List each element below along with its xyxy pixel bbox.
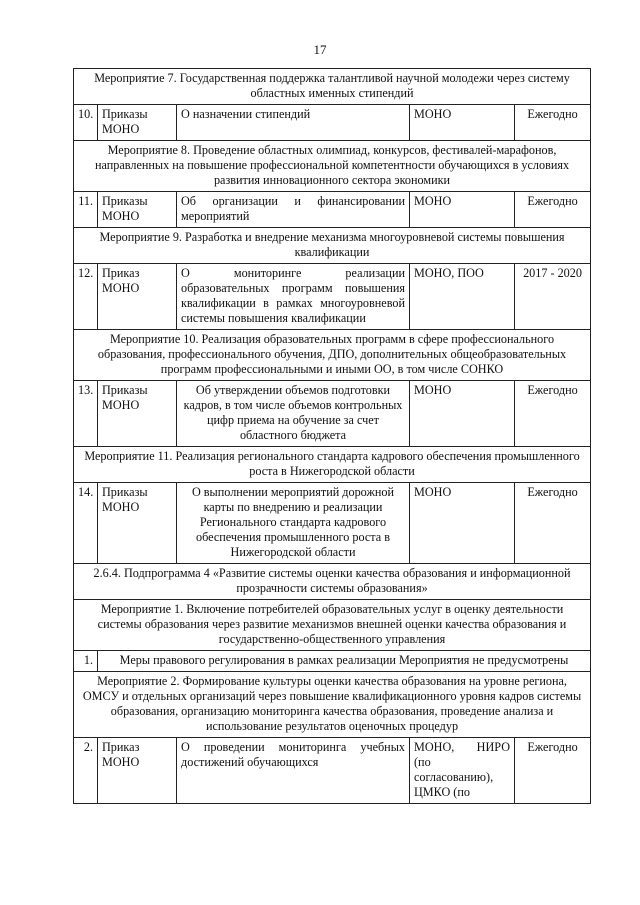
section-row xyxy=(74,600,591,651)
term: 2017 - 2020 xyxy=(515,264,591,330)
table-row xyxy=(74,483,591,564)
section-title: Мероприятие 7. Государственная поддержка талантливой научной молодежи через систему областных именных стипендий xyxy=(74,69,591,105)
row-number: 11. xyxy=(74,192,98,228)
row-number: 10. xyxy=(74,105,98,141)
section-title: Мероприятие 10. Реализация образовательных программ в сфере профессионального образования, профессионального обучения, ДПО, дополнительных общеобразовательных программ профессиональными и иными ОО, в том числе СОНКО xyxy=(74,330,591,381)
executor: МОНО xyxy=(410,105,515,141)
executor: МОНО, ПОО xyxy=(410,264,515,330)
measures-table xyxy=(73,68,591,804)
document-name: О мониторинге реализации образовательных программ повышения квалификации в рамках многоуровневой системы повышения квалификации xyxy=(177,264,410,330)
table-row xyxy=(74,381,591,447)
term: Ежегодно xyxy=(515,381,591,447)
document-name: Об организации и финансировании мероприятий xyxy=(177,192,410,228)
document-name: О назначении стипендий xyxy=(177,105,410,141)
term: Ежегодно xyxy=(515,738,591,804)
section-title: Мероприятие 9. Разработка и внедрение механизма многоуровневой системы повышения квалификации xyxy=(74,228,591,264)
document-type: Приказ МОНО xyxy=(98,738,177,804)
row-note: Меры правового регулирования в рамках реализации Мероприятия не предусмотрены xyxy=(98,651,591,672)
subprogram-title: 2.6.4. Подпрограмма 4 «Развитие системы оценки качества образования и информационной прозрачности системы образования» xyxy=(74,564,591,600)
executor: МОНО, НИРО (по согласованию), ЦМКО (по xyxy=(410,738,515,804)
section-title: Мероприятие 8. Проведение областных олимпиад, конкурсов, фестивалей-марафонов, направленных на повышение профессиональной компетентности обучающихся в условиях развития инновационного сектора экономики xyxy=(74,141,591,192)
section-row xyxy=(74,141,591,192)
row-number: 13. xyxy=(74,381,98,447)
row-number: 2. xyxy=(74,738,98,804)
document-type: Приказы МОНО xyxy=(98,381,177,447)
document-type: Приказы МОНО xyxy=(98,483,177,564)
table-row xyxy=(74,105,591,141)
document-name: Об утверждении объемов подготовки кадров, в том числе объемов контрольных цифр приема на обучение за счет областного бюджета xyxy=(177,381,410,447)
section-title: Мероприятие 11. Реализация регионального стандарта кадрового обеспечения промышленного роста в Нижегородской области xyxy=(74,447,591,483)
section-row xyxy=(74,228,591,264)
section-row xyxy=(74,564,591,600)
row-number: 1. xyxy=(74,651,98,672)
table-row xyxy=(74,192,591,228)
executor: МОНО xyxy=(410,483,515,564)
table-row xyxy=(74,738,591,804)
section-title: Мероприятие 2. Формирование культуры оценки качества образования на уровне региона, ОМСУ и отдельных организаций через повышение квалификационного уровня кадров системы образования, организацию мониторинга качества образования, проведение анализа и использование результатов оценочных процедур xyxy=(74,672,591,738)
term: Ежегодно xyxy=(515,483,591,564)
executor: МОНО xyxy=(410,192,515,228)
term: Ежегодно xyxy=(515,192,591,228)
section-row xyxy=(74,69,591,105)
section-row xyxy=(74,330,591,381)
section-row xyxy=(74,447,591,483)
table-row xyxy=(74,264,591,330)
document-type: Приказы МОНО xyxy=(98,192,177,228)
document-type: Приказ МОНО xyxy=(98,264,177,330)
document-name: О проведении мониторинга учебных достижений обучающихся xyxy=(177,738,410,804)
table-row xyxy=(74,651,591,672)
page-number: 17 xyxy=(313,42,327,57)
section-title: Мероприятие 1. Включение потребителей образовательных услуг в оценку деятельности системы образования через развитие механизмов внешней оценки качества образования и государственно-общественного управления xyxy=(74,600,591,651)
document-name: О выполнении мероприятий дорожной карты по внедрению и реализации Регионального стандарта кадрового обеспечения промышленного роста в Нижегородской области xyxy=(177,483,410,564)
executor: МОНО xyxy=(410,381,515,447)
term: Ежегодно xyxy=(515,105,591,141)
section-row xyxy=(74,672,591,738)
row-number: 12. xyxy=(74,264,98,330)
row-number: 14. xyxy=(74,483,98,564)
document-type: Приказы МОНО xyxy=(98,105,177,141)
